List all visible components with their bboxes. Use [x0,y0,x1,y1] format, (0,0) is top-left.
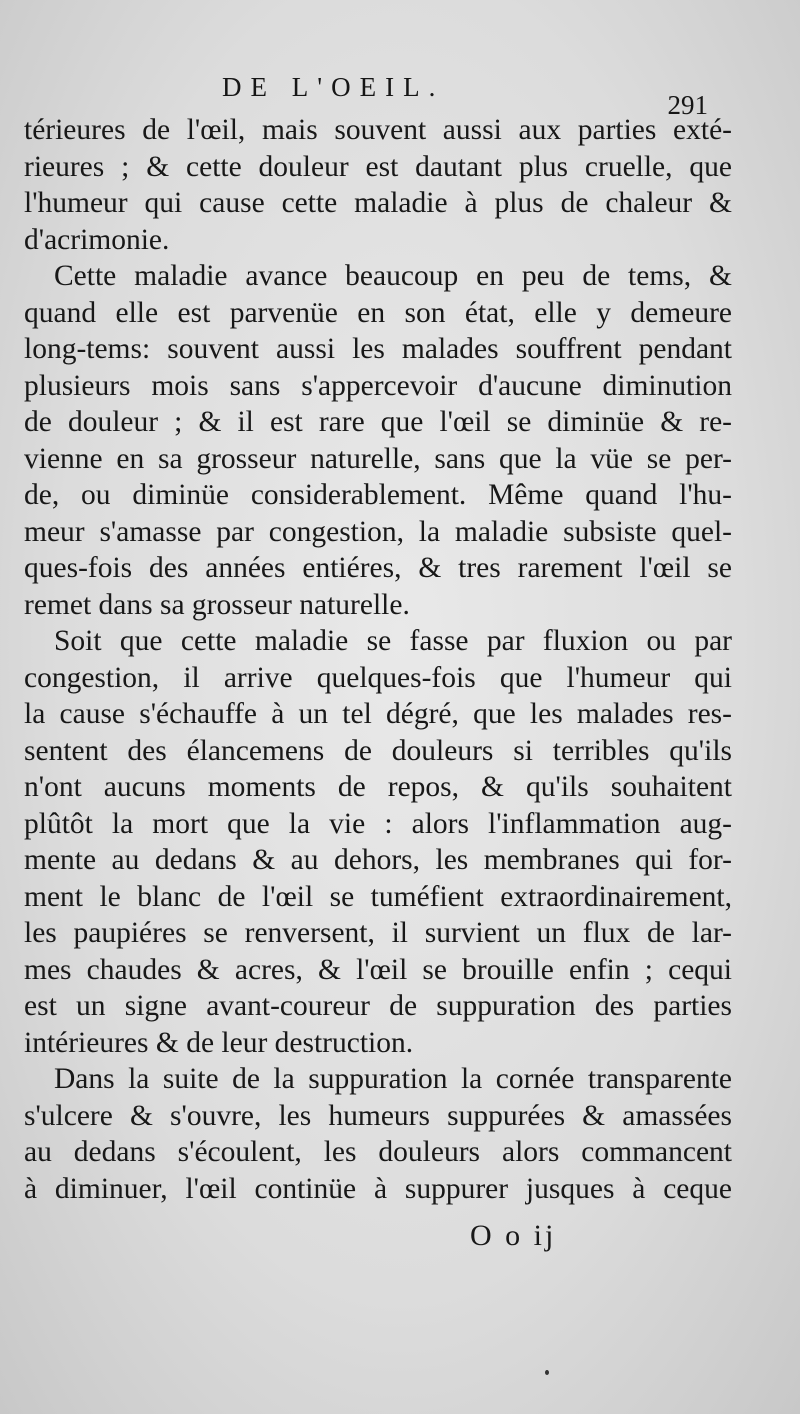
text-line: à diminuer, l'œil continüe à suppurer jusques à ceque [24,1172,732,1205]
paragraph-3 [24,623,732,1061]
paragraph-1 [24,112,732,258]
text-line: meur s'amasse par congestion, la maladie subsiste quel- [24,515,732,548]
text-line: sentent des élancemens de douleurs si terribles qu'ils [24,734,732,767]
text-line: mes chaudes & acres, & l'œil se brouille enfin ; cequi [24,953,732,986]
text-line: les paupiéres se renversent, il survient un flux de lar- [24,917,732,949]
text-line: d'acrimonie. [24,223,170,256]
text-line: mente au dedans & au dehors, les membranes qui for- [24,844,732,876]
text-line: de douleur ; & il est rare que l'œil se diminüe & re- [24,406,732,438]
body-text [24,112,732,1207]
text-line: la cause s'échauffe à un tel dégré, que les malades res- [24,698,732,730]
signature-mark: O o ij [470,1219,557,1252]
paragraph-4 [24,1061,732,1207]
text-line: rieures ; & cette douleur est dautant plus cruelle, que [24,150,732,183]
text-line: Soit que cette maladie se fasse par fluxion ou par [54,625,732,657]
text-line: ment le blanc de l'œil se tuméfient extraordinairement, [24,880,732,913]
text-line: intérieures & de leur destruction. [24,1026,414,1059]
text-line: long-tems: souvent aussi les malades souffrent pendant [24,333,732,365]
text-line: Cette maladie avance beaucoup en peu de tems, & [54,260,732,292]
text-line: au dedans s'écoulent, les douleurs alors commancent [24,1136,732,1168]
text-line: quand elle est parvenüe en son état, elle y demeure [24,296,732,329]
text-line: plusieurs mois sans s'appercevoir d'aucune diminution [24,369,732,402]
text-line: vienne en sa grosseur naturelle, sans que la vüe se per- [24,442,732,475]
text-line: Dans la suite de la suppuration la cornée transparente [54,1063,732,1095]
text-line: l'humeur qui cause cette maladie à plus de chaleur & [24,187,732,219]
text-line: remet dans sa grosseur naturelle. [24,588,410,621]
text-line: s'ulcere & s'ouvre, les humeurs suppurées & amassées [24,1099,732,1132]
text-line: plûtôt la mort que la vie : alors l'inflammation aug- [24,807,732,840]
text-line: térieures de l'œil, mais souvent aussi aux parties exté- [24,114,732,146]
text-line: ques-fois des années entiéres, & tres rarement l'œil se [24,552,732,584]
page-number: 291 [667,90,708,120]
text-line: n'ont aucuns moments de repos, & qu'ils souhaitent [24,771,732,803]
text-line: congestion, il arrive quelques-fois que l'humeur qui [24,661,732,694]
paragraph-2 [24,258,732,623]
text-line: de, ou diminüe considerablement. Même quand l'hu- [24,479,732,511]
running-head-title: DE L'OEIL. [222,72,445,102]
ink-speck [545,1370,549,1375]
running-head [0,72,800,120]
text-line: est un signe avant-coureur de suppuration des parties [24,990,732,1022]
